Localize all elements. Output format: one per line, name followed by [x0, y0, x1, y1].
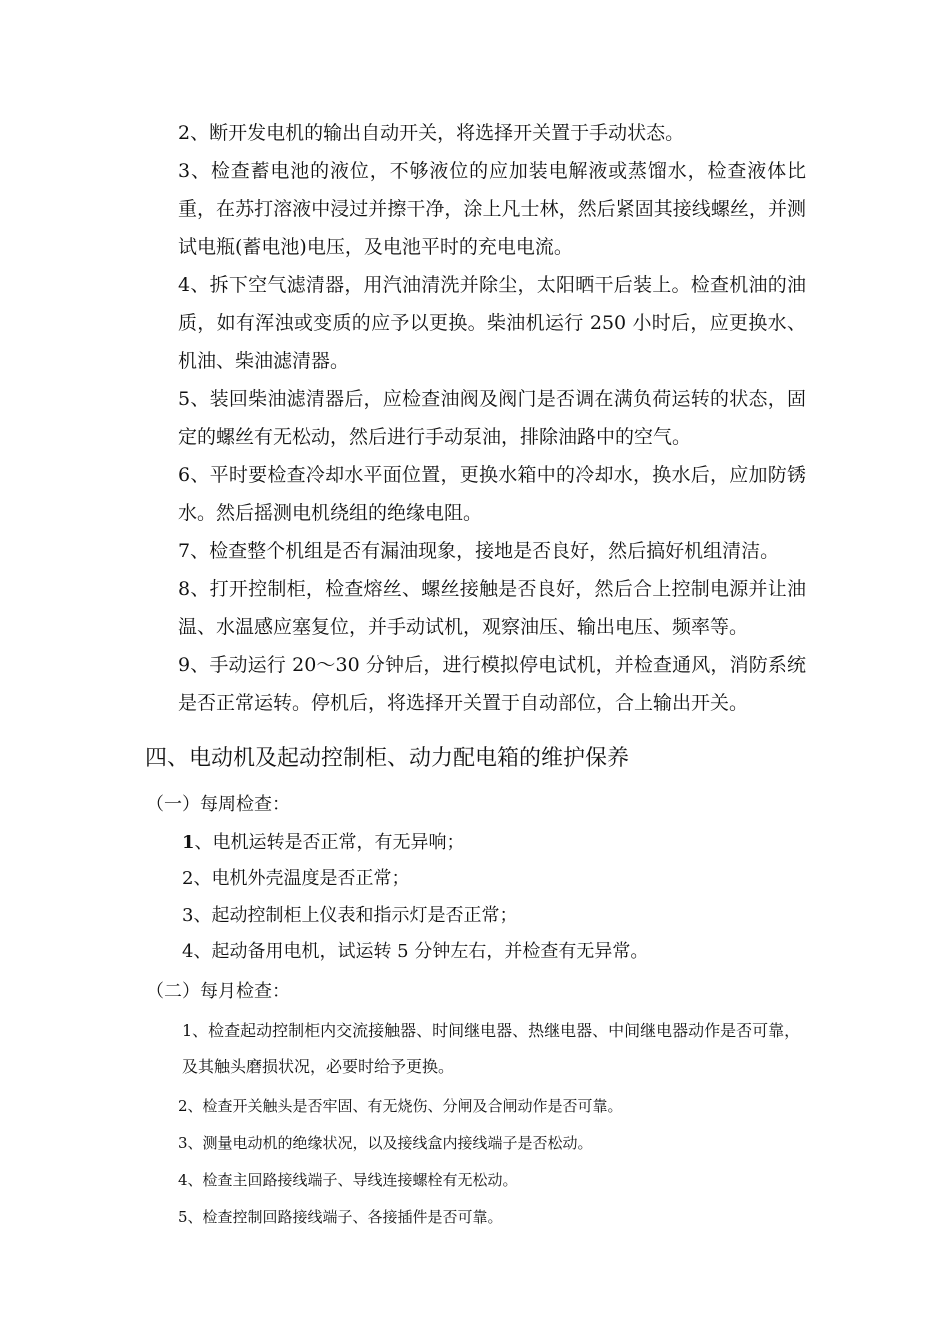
step-7-paragraph: 7、检查整个机组是否有漏油现象，接地是否良好，然后搞好机组清洁。: [178, 540, 780, 562]
step-9-paragraph: 9、手动运行 20～30 分钟后，进行模拟停电试机，并检查通风，消防系统是否正常运转。停机后，将选择开关置于自动部位，合上输出开关。: [178, 654, 806, 714]
weekly-item-3: [182, 901, 517, 931]
monthly-item-2: 2、检查开关触头是否牢固、有无烧伤、分闸及合闸动作是否可靠。: [178, 1097, 623, 1115]
weekly-item-2-number: 2: [182, 868, 194, 889]
weekly-item-4-text: 、起动备用电机，试运转 5 分钟左右，并检查有无异常。: [193, 941, 649, 962]
step-2-paragraph: 2、断开发电机的输出自动开关，将选择开关置于手动状态。: [178, 122, 685, 144]
monthly-item-5: 5、检查控制回路接线端子、各接插件是否可靠。: [178, 1208, 503, 1226]
step-8-paragraph: 8、打开控制柜，检查熔丝、螺丝接触是否良好，然后合上控制电源并让油温、水温感应塞复位，并手动试机，观察油压、输出电压、频率等。: [178, 578, 806, 638]
weekly-item-4-number: 4: [182, 941, 194, 962]
weekly-item-1: [182, 828, 465, 858]
step-4-paragraph: 4、拆下空气滤清器，用汽油清洗并除尘，太阳晒干后装上。检查机油的油质，如有浑浊或变质的应予以更换。柴油机运行 250 小时后，应更换水、机油、柴油滤清器。: [178, 274, 806, 372]
monthly-check-title: （二）每月检查：: [146, 981, 290, 1002]
step-5-paragraph: 5、装回柴油滤清器后，应检查油阀及阀门是否调在满负荷运转的状态，固定的螺丝有无松动，然后进行手动泵油，排除油路中的空气。: [178, 388, 806, 448]
weekly-item-4: [182, 937, 648, 967]
monthly-item-3: 3、测量电动机的绝缘状况，以及接线盒内接线端子是否松动。: [178, 1134, 593, 1152]
weekly-check-title: （一）每周检查：: [146, 794, 290, 815]
section-heading: 四、电动机及起动控制柜、动力配电箱的维护保养: [145, 746, 630, 771]
weekly-item-1-text: 、电机运转是否正常，有无异响；: [194, 832, 465, 853]
monthly-item-4: 4、检查主回路接线端子、导线连接螺栓有无松动。: [178, 1171, 518, 1189]
weekly-item-3-text: 、起动控制柜上仪表和指示灯是否正常；: [193, 905, 518, 926]
weekly-item-2: [182, 864, 409, 894]
step-3-paragraph: 3、检查蓄电池的液位，不够液位的应加装电解液或蒸馏水，检查液体比重，在苏打溶液中浸过并擦干净，涂上凡士林，然后紧固其接线螺丝，并测试电瓶(蓄电池)电压，及电池平时的充电电流。: [178, 160, 806, 258]
weekly-item-3-number: 3: [182, 905, 194, 926]
monthly-item-1: 1、检查起动控制柜内交流接触器、时间继电器、热继电器、中间继电器动作是否可靠，及其触头磨损状况，必要时给予更换。: [182, 1021, 801, 1076]
weekly-item-2-text: 、电机外壳温度是否正常；: [193, 868, 410, 889]
weekly-item-1-number: 1: [182, 832, 195, 853]
step-6-paragraph: 6、平时要检查冷却水平面位置，更换水箱中的冷却水，换水后，应加防锈水。然后摇测电机绕组的绝缘电阻。: [178, 464, 806, 524]
